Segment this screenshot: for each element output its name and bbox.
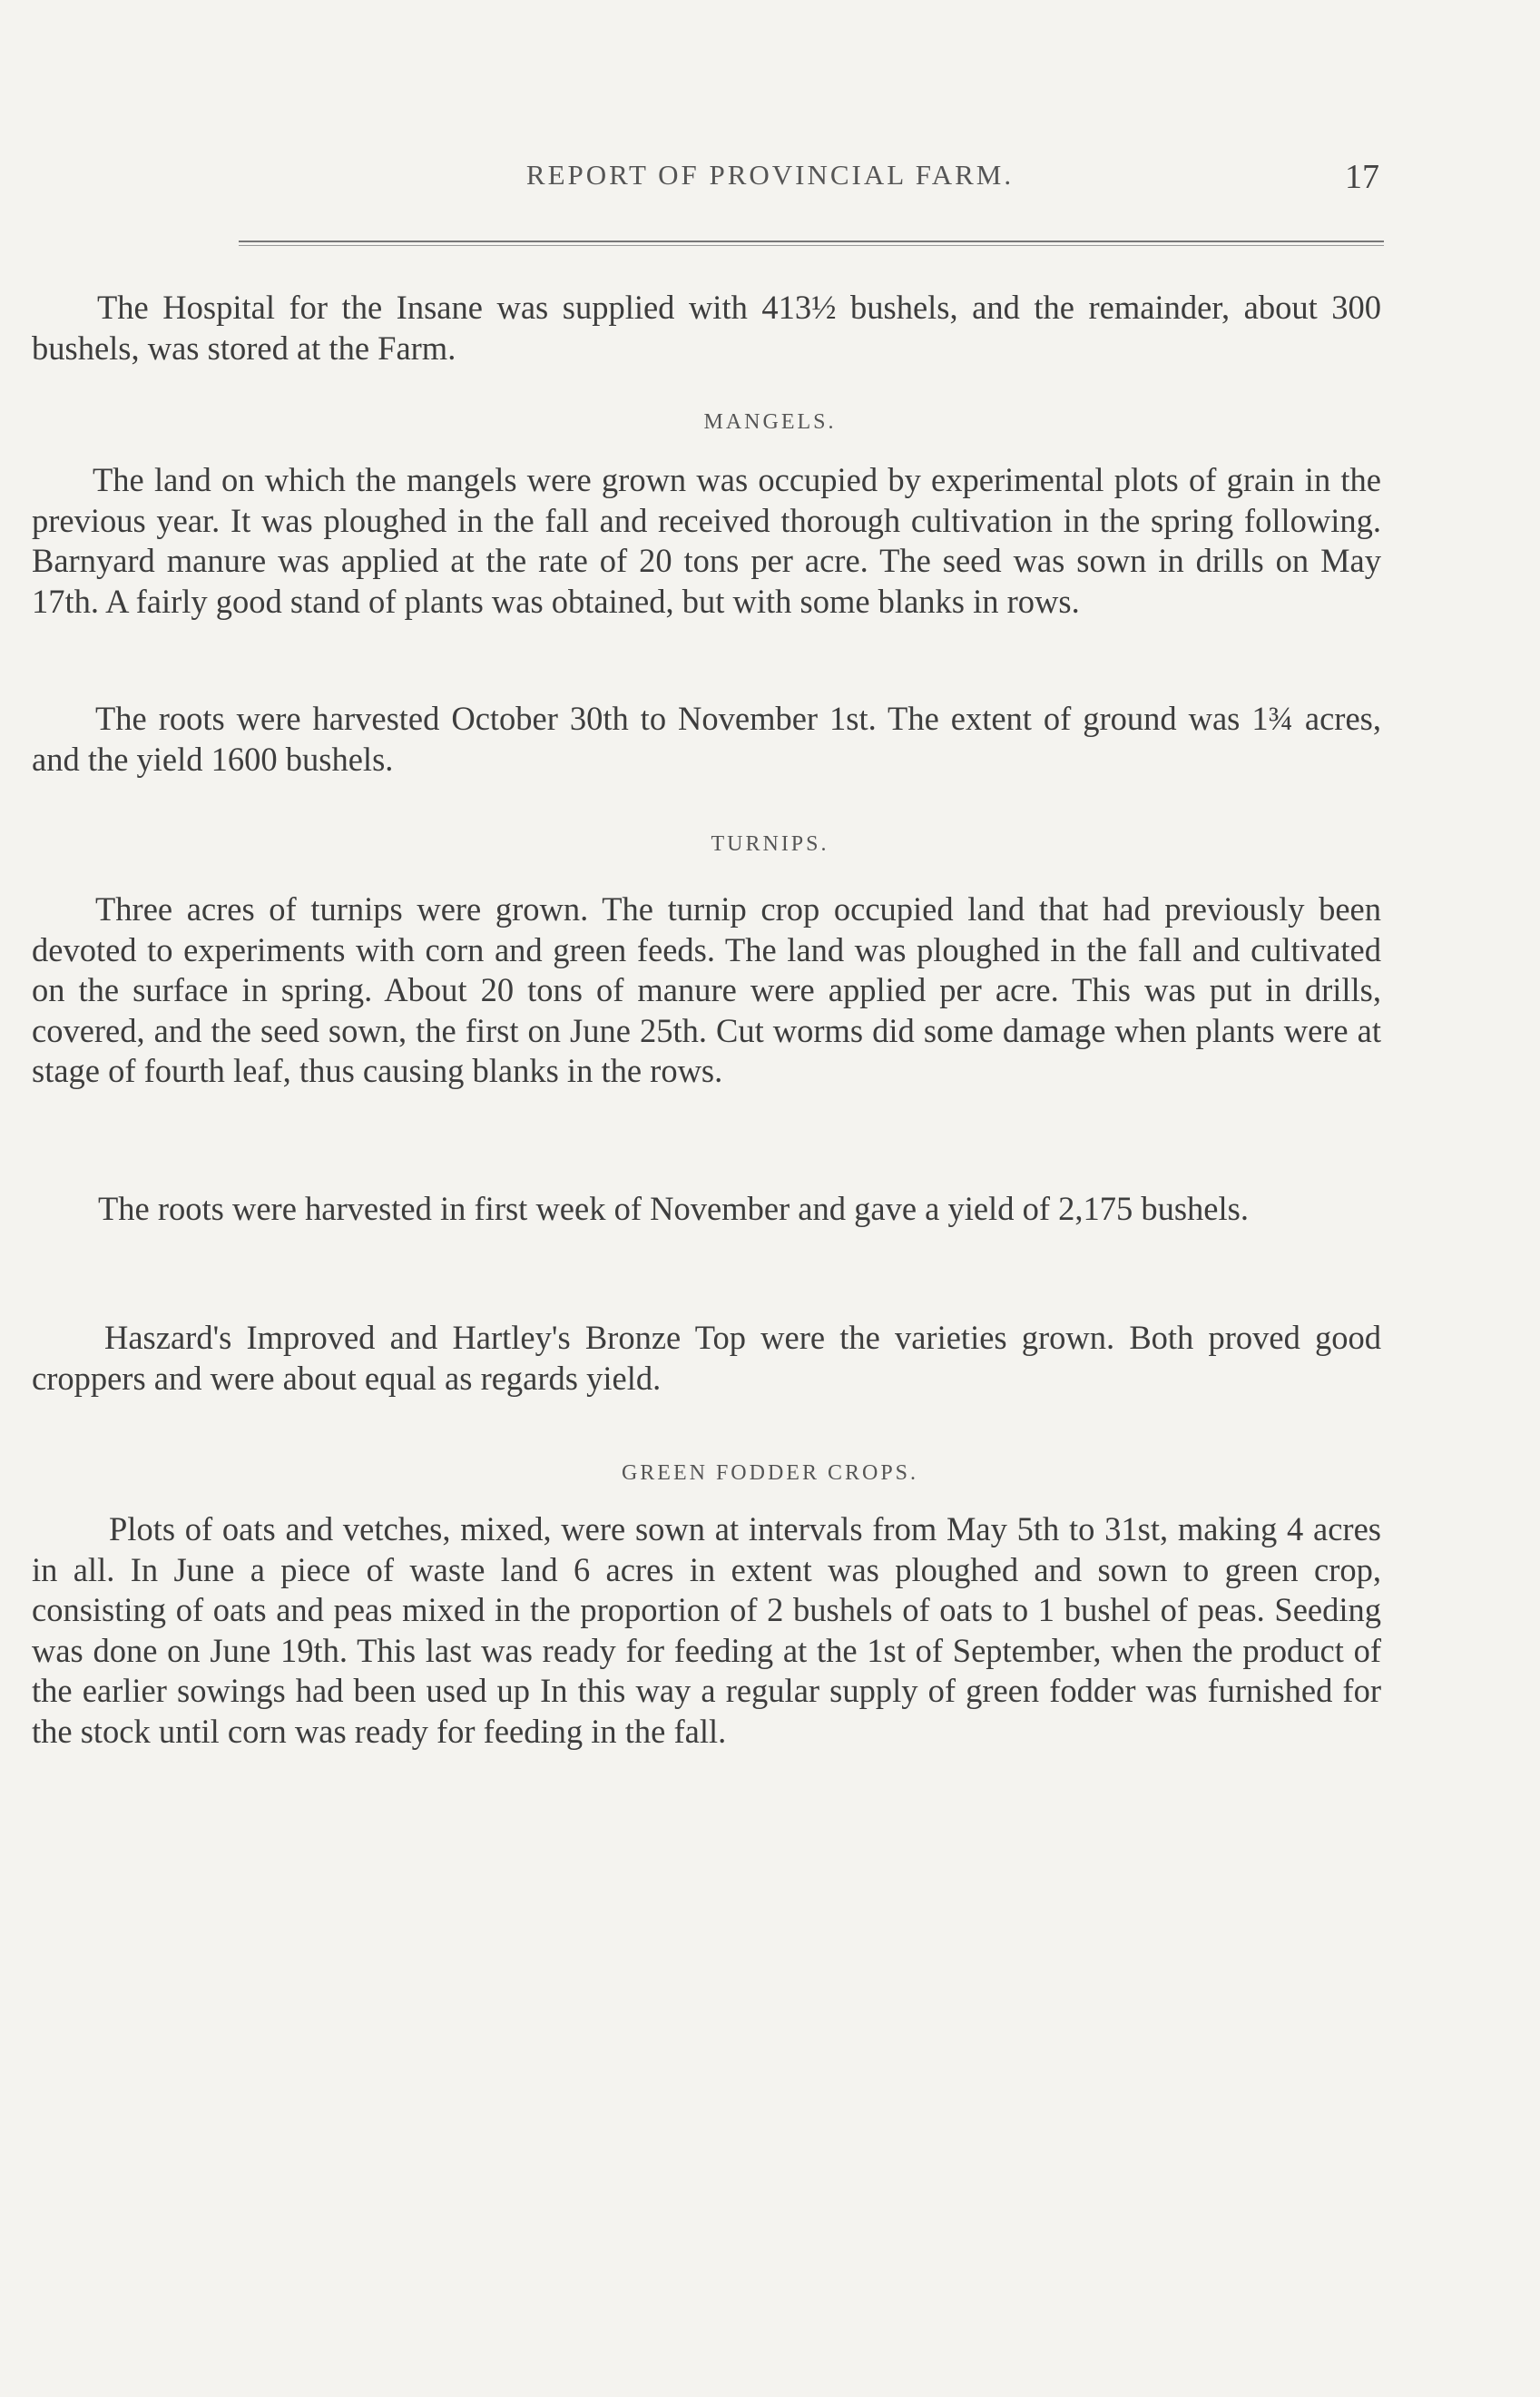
section-turnips-body-2 [32,1189,1381,1230]
page-number: 17 [1345,158,1379,196]
paragraph: The roots were harvested October 30th to November 1st. The extent of ground was 1¾ acres, and the yield 1600 bushels. [32,700,1381,778]
running-head [0,159,1540,204]
paragraph: The land on which the mangels were grown was occupied by experimental plots of grain in the previous year. It was ploughed in the fall and received thorough cultivation in the spring following. Barnyard manure was applied at the rate of 20 tons per acre. The seed was sown in drills on May 17th. A fairly good stand of plants was obtained, but with some blanks in rows. [32,461,1381,620]
section-green-fodder-body [32,1509,1381,1752]
header-rule [239,241,1384,246]
running-title: REPORT OF PROVINCIAL FARM. [525,159,1015,191]
section-turnips-body [32,889,1381,1092]
section-mangels-body [32,460,1381,622]
paragraph: Plots of oats and vetches, mixed, were sown at intervals from May 5th to 31st, making 4 acres in all. In June a piece of waste land 6 acres in extent was ploughed and sown to green crop, consisting of oats and peas mixed in the proportion of 2 bushels of oats to 1 bushel of peas. Seeding was done on June 19th. This last was ready for feeding at the 1st of September, when the product of the earlier sowings had been used up In this way a regular supply of green fodder was furnished for the stock until corn was ready for feeding in the fall. [32,1510,1381,1750]
section-mangels-body-2 [32,699,1381,780]
section-heading-turnips: TURNIPS. [711,832,829,856]
section-turnips-body-3 [32,1318,1381,1399]
paragraph: Three acres of turnips were grown. The turnip crop occupied land that had previously been devoted to experiments with corn and green feeds. The land was ploughed in the fall and cultivated on the surface in spring. About 20 tons of manure were applied per acre. This was put in drills, covered, and the seed sown, the first on June 25th. Cut worms did some damage when plants were at stage of fourth leaf, thus causing blanks in the rows. [32,890,1381,1089]
section-heading-green-fodder: GREEN FODDER CROPS. [621,1461,919,1485]
paragraph: The roots were harvested in first week of November and gave a yield of 2,175 bushels. [98,1190,1249,1227]
section-heading-mangels: MANGELS. [703,410,837,434]
paragraph: The Hospital for the Insane was supplied with 413½ bushels, and the remainder, about 300 bushels, was stored at the Farm. [32,289,1381,367]
section-intro [32,288,1381,368]
paragraph: Haszard's Improved and Hartley's Bronze Top were the varieties grown. Both proved good croppers and were about equal as regards yield. [32,1319,1381,1397]
